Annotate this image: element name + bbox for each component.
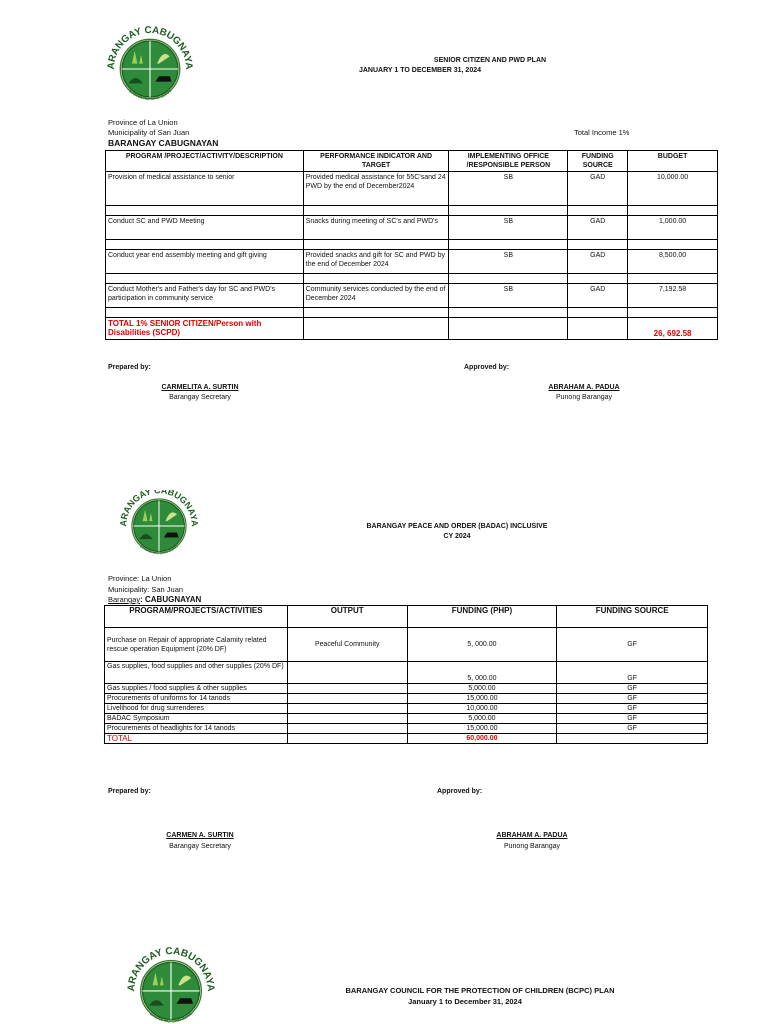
plan1-municipality: Municipality of San Juan: [108, 128, 190, 137]
plan2-barangay: [108, 594, 201, 605]
cell-program: Conduct Mother's and Father's day for SC and PWD's participation in community service: [106, 284, 304, 308]
cell-office: SB: [449, 284, 568, 308]
cell-program: Provision of medical assistance to senior: [106, 172, 304, 206]
plan3-title: BARANGAY COUNCIL FOR THE PROTECTION OF CHILDREN (BCPC) PLAN: [345, 986, 615, 995]
cell-funding: 5, 000.00: [407, 628, 557, 662]
cell-budget: 1,000.00: [628, 216, 718, 240]
cell-budget: 7,192.58: [628, 284, 718, 308]
cell-output: [287, 714, 407, 724]
barangay-label: Barangay: [108, 595, 141, 604]
svg-text:BAYAN NG SAN JUAN: BAYAN NG SAN JUAN: [139, 543, 179, 556]
barangay-seal-logo: [118, 490, 200, 562]
plan1-title: SENIOR CITIZEN AND PWD PLAN: [433, 57, 547, 64]
cell-program: Procurements of headlights for 14 tanods: [105, 724, 288, 734]
total-label: TOTAL: [105, 734, 288, 744]
cell-source: GF: [557, 694, 708, 704]
plan1-prepared-label: Prepared by:: [108, 364, 151, 371]
spacer-row: [106, 206, 718, 216]
cell-source: GAD: [568, 250, 628, 274]
spacer-row: [106, 274, 718, 284]
plan2-preparer-title: Barangay Secretary: [169, 843, 231, 850]
plan1-barangay: BARANGAY CABUGNAYAN: [108, 138, 219, 148]
column-header: IMPLEMENTING OFFICE /RESPONSIBLE PERSON: [449, 151, 568, 172]
cell-funding: 15,000.00: [407, 694, 557, 704]
cell-source: GAD: [568, 216, 628, 240]
plan1-preparer-title: Barangay Secretary: [169, 394, 231, 401]
cell-source: GF: [557, 684, 708, 694]
cell-budget: 8,500.00: [628, 250, 718, 274]
cell-program: BADAC Symposium: [105, 714, 288, 724]
column-header: FUNDING SOURCE: [557, 606, 708, 628]
column-header: OUTPUT: [287, 606, 407, 628]
cell-program: Procurements of uniforms for 14 tanods: [105, 694, 288, 704]
table-row: [105, 628, 708, 662]
plan1-period: JANUARY 1 TO DECEMBER 31, 2024: [358, 67, 482, 74]
plan2-table: [104, 605, 708, 744]
cell-funding: 5,000.00: [407, 714, 557, 724]
table-row: [105, 684, 708, 694]
svg-text:BAYAN NG SAN JUAN: BAYAN NG SAN JUAN: [128, 88, 172, 102]
cell-source: GAD: [568, 172, 628, 206]
cell-indicator: Community services conducted by the end of December 2024: [303, 284, 449, 308]
cell-office: SB: [449, 216, 568, 240]
svg-text:BARANGAY CABUGNAYAN: ARANGAY CABUGNAYA: [126, 946, 216, 992]
cell-funding: 15,000.00: [407, 724, 557, 734]
column-header: PROGRAM/PROJECTS/ACTIVITIES: [105, 606, 288, 628]
barangay-seal-logo: [105, 24, 195, 114]
total-label: TOTAL 1% SENIOR CITIZEN/Person with Disabilities (SCPD): [106, 318, 304, 340]
table-row: [105, 694, 708, 704]
cell-program: Purchase on Repair of appropriate Calamity related rescue operation Equipment (20% DF): [105, 628, 288, 662]
cell-source: GF: [557, 714, 708, 724]
table-total-row: [105, 734, 708, 744]
table-row: [106, 284, 718, 308]
plan2-preparer-name: CARMEN A. SURTIN: [166, 832, 234, 839]
total-value: 60,000.00: [407, 734, 557, 744]
table-row: [105, 714, 708, 724]
plan2-province: Province: La Union: [108, 574, 172, 583]
plan2-prepared-label: Prepared by:: [108, 788, 151, 795]
plan2-municipality: Municipality: San Juan: [108, 585, 184, 594]
svg-text:BAYAN NG SAN JUAN: BAYAN NG SAN JUAN: [148, 1011, 194, 1024]
cell-output: [287, 724, 407, 734]
plan1-approver-name: ABRAHAM A. PADUA: [548, 384, 620, 391]
cell-source: GF: [557, 662, 708, 684]
cell-program: Livelihood for drug surrenderes: [105, 704, 288, 714]
plan2-approver-title: Punong Barangay: [503, 843, 561, 850]
table-row: [106, 250, 718, 274]
cell-output: [287, 694, 407, 704]
spacer-row: [106, 308, 718, 318]
barangay-seal-logo: [125, 945, 217, 1024]
plan2-period: CY 2024: [443, 533, 471, 540]
table-total-row: [106, 318, 718, 340]
column-header: PERFORMANCE INDICATOR AND TARGET: [303, 151, 449, 172]
table-row: [105, 704, 708, 714]
cell-source: GF: [557, 724, 708, 734]
barangay-value: : CABUGNAYAN: [140, 595, 202, 604]
cell-budget: 10,000.00: [628, 172, 718, 206]
table-header-row: [106, 151, 718, 172]
plan1-approved-label: Approved by:: [464, 364, 510, 371]
cell-program: Gas supplies / food supplies & other supplies: [105, 684, 288, 694]
cell-output: [287, 662, 407, 684]
total-value: 26, 692.58: [628, 318, 718, 340]
cell-funding: 10,000.00: [407, 704, 557, 714]
cell-indicator: Provided snacks and gift for SC and PWD by the end of December 2024: [303, 250, 449, 274]
cell-funding: 5,000.00: [407, 684, 557, 694]
plan2-approver-name: ABRAHAM A. PADUA: [496, 832, 568, 839]
spacer-row: [106, 240, 718, 250]
table-row: [105, 724, 708, 734]
column-header: BUDGET: [628, 151, 718, 172]
cell-program: Conduct year end assembly meeting and gift giving: [106, 250, 304, 274]
cell-output: [287, 684, 407, 694]
cell-output: [287, 704, 407, 714]
plan1-approver-title: Punong Barangay: [555, 394, 613, 401]
cell-office: SB: [449, 250, 568, 274]
plan3-period: January 1 to December 31, 2024: [408, 997, 522, 1006]
column-header: FUNDING (PHP): [407, 606, 557, 628]
plan2-approved-label: Approved by:: [437, 788, 483, 795]
cell-program: Conduct SC and PWD Meeting: [106, 216, 304, 240]
cell-indicator: Provided medical assistance for 55C'sand 24 PWD by the end of December2024: [303, 172, 449, 206]
cell-program: Gas supplies, food supplies and other supplies (20% DF): [105, 662, 288, 684]
cell-funding: 5, 000.00: [407, 662, 557, 684]
svg-text:BARANGAY CABUGNAYAN: ARANGAY CABUGNAYA: [105, 24, 195, 70]
table-row: [106, 172, 718, 206]
cell-source: GAD: [568, 284, 628, 308]
plan1-province: Province of La Union: [108, 118, 178, 127]
plan2-title: BARANGAY PEACE AND ORDER (BADAC) INCLUSIVE: [366, 523, 548, 530]
cell-output: Peaceful Community: [287, 628, 407, 662]
plan1-preparer-name: CARMELITA A. SURTIN: [161, 384, 239, 391]
svg-text:BARANGAY CABUGNAYAN: ARANGAY CABUGNAYA: [118, 490, 200, 527]
column-header: PROGRAM /PROJECT/ACTIVITY/DESCRIPTION: [106, 151, 304, 172]
cell-source: GF: [557, 628, 708, 662]
cell-source: GF: [557, 704, 708, 714]
cell-office: SB: [449, 172, 568, 206]
cell-indicator: Snacks during meeting of SC's and PWD's: [303, 216, 449, 240]
column-header: FUNDING SOURCE: [568, 151, 628, 172]
plan1-table: [105, 150, 718, 340]
table-row: [105, 662, 708, 684]
table-row: [106, 216, 718, 240]
table-header-row: [105, 606, 708, 628]
plan1-total-income: Total Income 1%: [574, 128, 630, 137]
